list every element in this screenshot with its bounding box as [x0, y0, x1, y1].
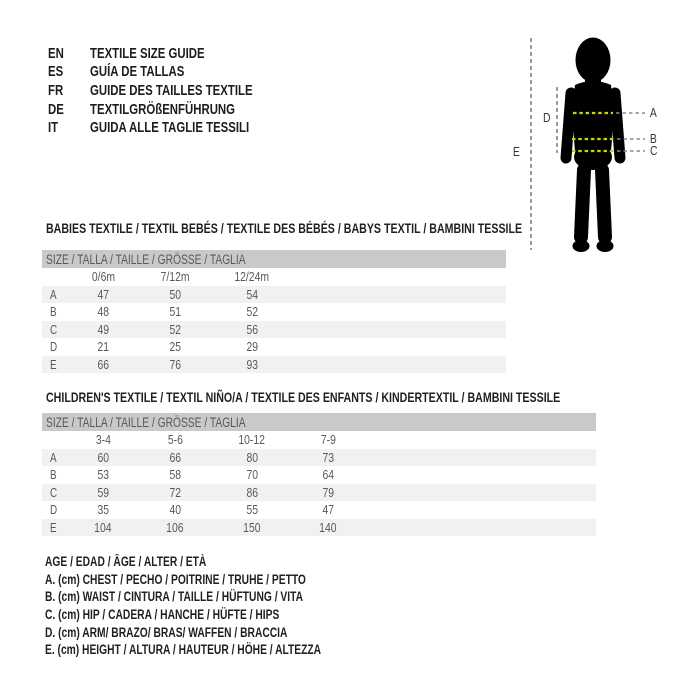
size-header-bar: SIZE / TALLA / TAILLE / GRÖSSE / TAGLIA: [42, 250, 506, 268]
value-cell: 55: [246, 502, 258, 518]
lang-title: GUÍA DE TALLAS: [90, 63, 185, 81]
column-header: 0/6m: [91, 269, 115, 285]
lang-title: TEXTILE SIZE GUIDE: [90, 44, 205, 62]
table-row: [42, 449, 596, 467]
column-header: 3-4: [95, 432, 111, 448]
title-line-fr: [48, 81, 304, 100]
value-cell: 50: [169, 286, 181, 302]
children-section-title: CHILDREN'S TEXTILE / TEXTIL NIÑO/A / TEXTILE DES ENFANTS / KINDERTEXTIL / BAMBINI TESSILE: [46, 389, 561, 405]
value-cell: 59: [97, 484, 109, 500]
row-label-cell: B: [50, 467, 57, 483]
row-label-cell: B: [50, 304, 57, 320]
value-cell: 64: [322, 467, 334, 483]
table-row: [42, 501, 596, 519]
table-row: [42, 519, 596, 537]
column-header: 7/12m: [160, 269, 190, 285]
value-cell: 54: [246, 286, 258, 302]
value-cell: 47: [97, 286, 109, 302]
value-cell: 58: [169, 467, 181, 483]
value-cell: 35: [97, 502, 109, 518]
value-cell: 73: [322, 449, 334, 465]
column-header-row: [42, 431, 596, 449]
measure-label-e: E: [512, 144, 520, 159]
value-cell: 104: [94, 519, 112, 535]
title-line-en: [48, 44, 304, 63]
measure-label-d: D: [542, 110, 551, 125]
row-label-cell: E: [50, 519, 57, 535]
lang-code: ES: [48, 63, 64, 81]
legend-chest: A. (cm) CHEST / PECHO / POITRINE / TRUHE / PETTO: [45, 571, 306, 587]
value-cell: 70: [246, 467, 258, 483]
value-cell: 47: [322, 502, 334, 518]
value-cell: 40: [169, 502, 181, 518]
column-header: 10-12: [238, 432, 266, 448]
value-cell: 150: [243, 519, 261, 535]
value-cell: 56: [246, 321, 258, 337]
lang-title: GUIDE DES TAILLES TEXTILE: [90, 81, 253, 99]
value-cell: 66: [169, 449, 181, 465]
value-cell: 52: [246, 304, 258, 320]
lang-code: EN: [48, 44, 64, 62]
lang-title: TEXTILGRÖßENFÜHRUNG: [90, 100, 236, 118]
value-cell: 29: [246, 339, 258, 355]
babies-size-table: [42, 250, 506, 373]
value-cell: 48: [97, 304, 109, 320]
row-label-cell: C: [50, 321, 58, 337]
column-header: 7-9: [320, 432, 336, 448]
row-label-cell: D: [50, 339, 58, 355]
value-cell: 66: [97, 356, 109, 372]
measure-label-b: B: [649, 131, 657, 146]
table-row: [42, 466, 596, 484]
title-line-de: [48, 100, 304, 119]
language-title-list: [48, 44, 304, 137]
column-header: 5-6: [167, 432, 183, 448]
table-row: [42, 338, 506, 356]
lang-code: DE: [48, 100, 64, 118]
lang-code: IT: [48, 119, 59, 137]
size-header-bar: SIZE / TALLA / TAILLE / GRÖSSE / TAGLIA: [42, 413, 596, 431]
legend-arm: D. (cm) ARM/ BRAZO/ BRAS/ WAFFEN / BRACCIA: [45, 624, 288, 640]
measurement-legend: [45, 553, 408, 659]
legend-waist: B. (cm) WAIST / CINTURA / TAILLE / HÜFTUNG / VITA: [45, 589, 304, 605]
value-cell: 140: [319, 519, 337, 535]
row-label-cell: A: [50, 286, 57, 302]
measure-label-a: A: [649, 105, 657, 120]
legend-height: E. (cm) HEIGHT / ALTURA / HAUTEUR / HÖHE / ALTEZZA: [45, 642, 322, 658]
legend-age: AGE / EDAD / ÂGE / ALTER / ETÀ: [45, 554, 207, 570]
value-cell: 80: [246, 449, 258, 465]
row-label-cell: C: [50, 484, 58, 500]
value-cell: 86: [246, 484, 258, 500]
table-row: [42, 321, 506, 339]
value-cell: 106: [166, 519, 184, 535]
table-row: [42, 303, 506, 321]
value-cell: 21: [97, 339, 109, 355]
column-header: 12/24m: [234, 269, 270, 285]
title-line-it: [48, 118, 304, 137]
measure-label-c: C: [649, 143, 658, 158]
row-label-cell: A: [50, 449, 57, 465]
table-row: [42, 286, 506, 304]
value-cell: 52: [169, 321, 181, 337]
value-cell: 49: [97, 321, 109, 337]
table-row: [42, 356, 506, 374]
table-row: [42, 484, 596, 502]
value-cell: 53: [97, 467, 109, 483]
value-cell: 76: [169, 356, 181, 372]
lang-code: FR: [48, 81, 64, 99]
children-size-table: [42, 413, 596, 536]
value-cell: 93: [246, 356, 258, 372]
row-label-cell: D: [50, 502, 58, 518]
value-cell: 72: [169, 484, 181, 500]
value-cell: 79: [322, 484, 334, 500]
value-cell: 25: [169, 339, 181, 355]
row-label-cell: E: [50, 356, 57, 372]
value-cell: 51: [169, 304, 181, 320]
value-cell: 60: [97, 449, 109, 465]
lang-title: GUIDA ALLE TAGLIE TESSILI: [90, 119, 250, 137]
title-line-es: [48, 63, 304, 82]
legend-hip: C. (cm) HIP / CADERA / HANCHE / HÜFTE / HIPS: [45, 607, 280, 623]
column-header-row: [42, 268, 506, 286]
babies-section-title: BABIES TEXTILE / TEXTIL BEBÉS / TEXTILE DES BÉBÉS / BABYS TEXTIL / BAMBINI TESSILE: [46, 220, 523, 236]
